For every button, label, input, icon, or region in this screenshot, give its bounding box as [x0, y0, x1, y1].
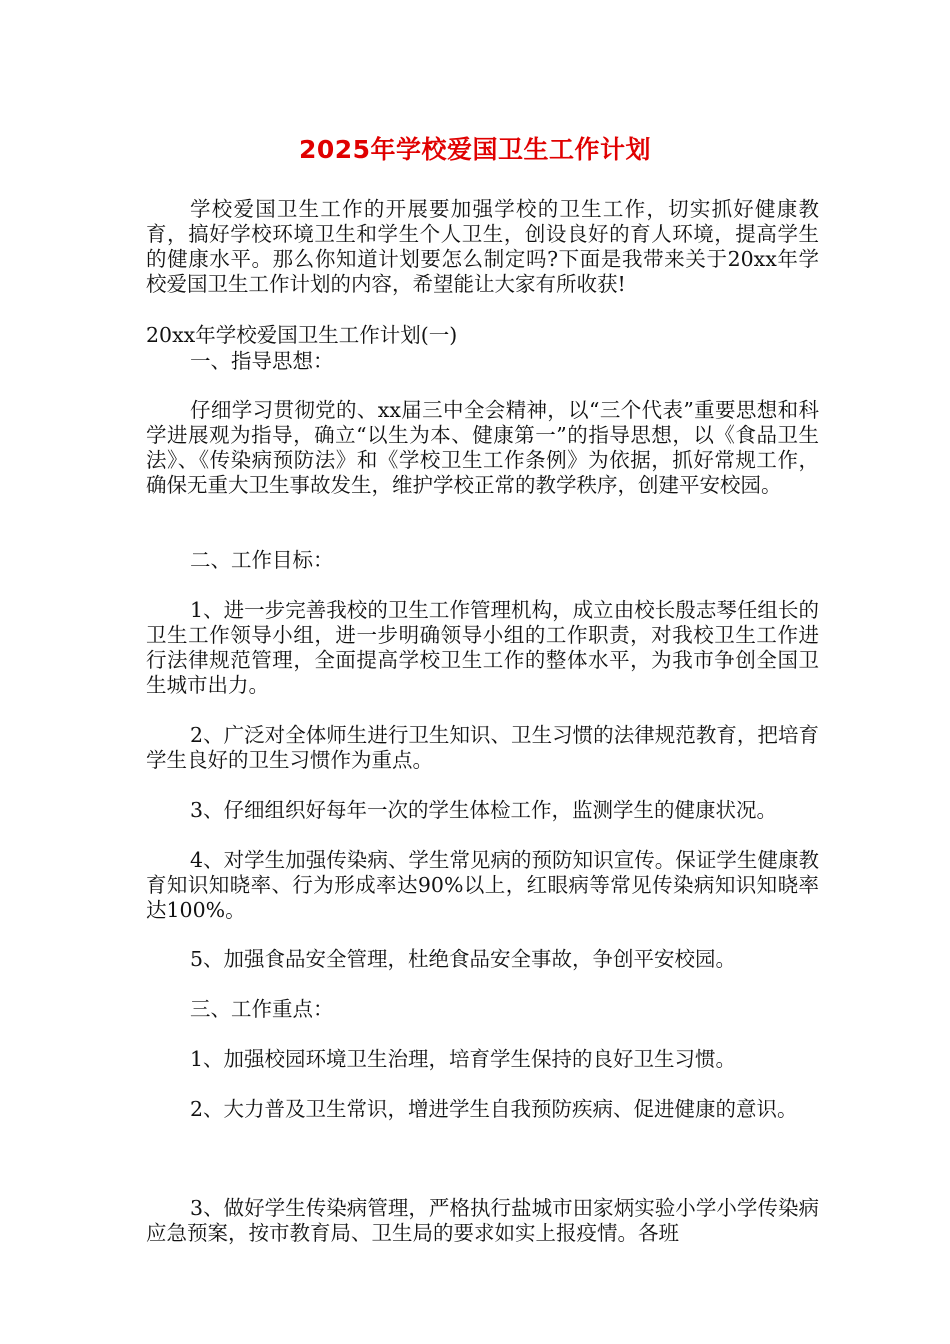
section-heading-work-focus: 三、工作重点： [190, 997, 334, 1021]
guiding-thought-paragraph: 仔细学习贯彻党的、xx届三中全会精神，以“三个代表”重要思想和科学进展观为指导，确立“以生为本、健康第一”的指导思想，以《食品卫生法》、《传染病预防法》和《学校卫生工作条例》为依据，抓好常规工作，确保无重大卫生事故发生，维护学校正常的教学秩序，创建平安校园。 [146, 398, 819, 497]
focus-item-1: 1、加强校园环境卫生治理，培育学生保持的良好卫生习惯。 [190, 1047, 737, 1071]
goal-item-3: 3、仔细组织好每年一次的学生体检工作，监测学生的健康状况。 [190, 798, 778, 822]
intro-paragraph: 学校爱国卫生工作的开展要加强学校的卫生工作，切实抓好健康教育，搞好学校环境卫生和学生个人卫生，创设良好的育人环境，提高学生的健康水平。那么你知道计划要怎么制定吗?下面是我带来关于20xx年学校爱国卫生工作计划的内容，希望能让大家有所收获! [146, 197, 819, 296]
goal-item-2: 2、广泛对全体师生进行卫生知识、卫生习惯的法律规范教育，把培育学生良好的卫生习惯作为重点。 [146, 723, 819, 772]
goal-item-1: 1、进一步完善我校的卫生工作管理机构，成立由校长殷志琴任组长的卫生工作领导小组，进一步明确领导小组的工作职责，对我校卫生工作进行法律规范管理，全面提高学校卫生工作的整体水平，为我市争创全国卫生城市出力。 [146, 598, 819, 697]
section-heading-guiding-thought: 一、指导思想： [190, 349, 334, 373]
goal-item-4: 4、对学生加强传染病、学生常见病的预防知识宣传。保证学生健康教育知识知晓率、行为形成率达90%以上，红眼病等常见传染病知识知晓率达100%。 [146, 848, 819, 922]
focus-item-2: 2、大力普及卫生常识，增进学生自我预防疾病、促进健康的意识。 [190, 1097, 798, 1121]
goal-item-5: 5、加强食品安全管理，杜绝食品安全事故，争创平安校园。 [190, 947, 737, 971]
plan-subtitle: 20xx年学校爱国卫生工作计划(一) [146, 323, 458, 347]
focus-item-3: 3、做好学生传染病管理，严格执行盐城市田家炳实验小学小学传染病应急预案，按市教育局、卫生局的要求如实上报疫情。各班 [146, 1196, 819, 1245]
document-title: 2025年学校爱国卫生工作计划 [298, 135, 652, 164]
section-heading-work-goals: 二、工作目标： [190, 548, 334, 572]
